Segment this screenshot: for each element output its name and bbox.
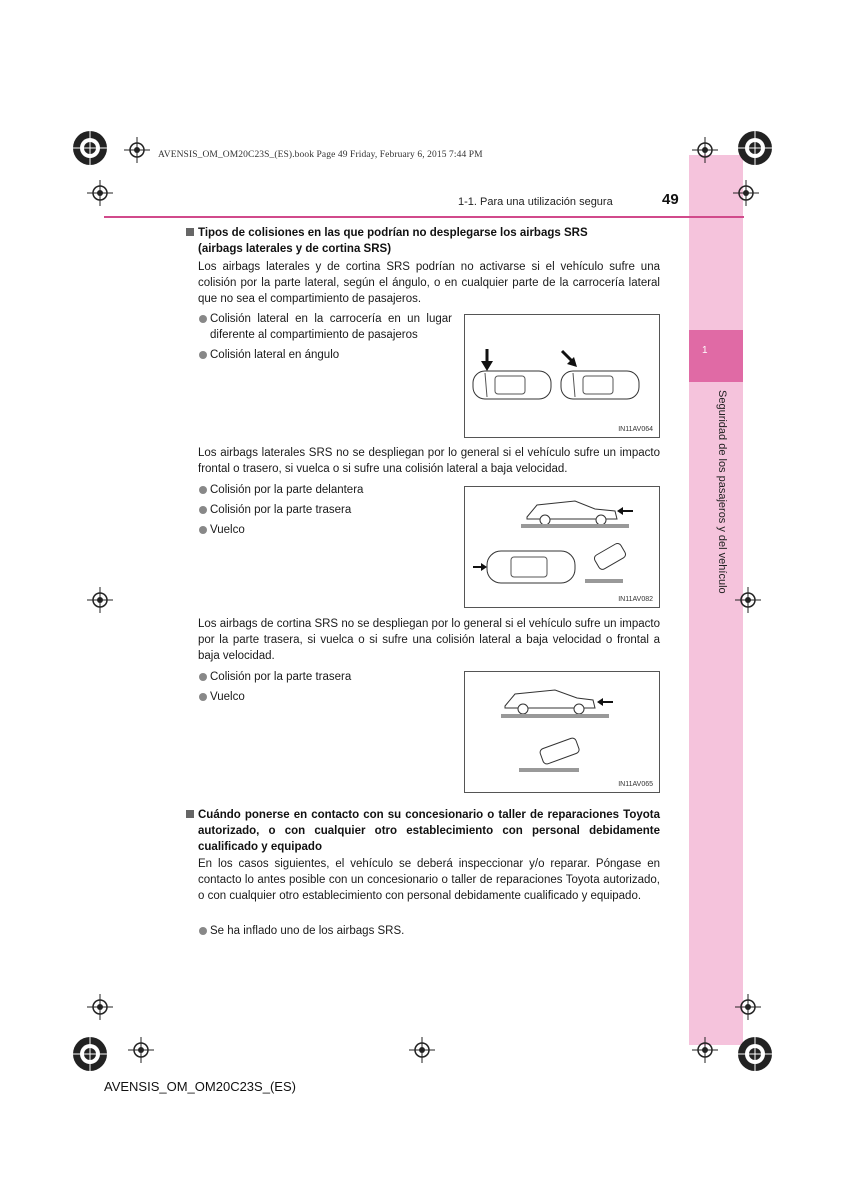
bullet-text: Colisión por la parte delantera (210, 484, 364, 496)
section-title: 1-1. Para una utilización segura (458, 196, 613, 208)
bullet-item (210, 502, 351, 518)
chapter-number: 1 (702, 345, 708, 356)
figure-side-collision (464, 314, 660, 438)
crosshair-icon (128, 1037, 154, 1063)
crosshair-icon (735, 587, 761, 613)
header-rule (104, 216, 744, 218)
figure-code: IN11AV064 (618, 426, 653, 433)
crosshair-icon (735, 994, 761, 1020)
registration-starburst-icon (735, 128, 775, 168)
chapter-tab (689, 330, 743, 382)
bullet-item (210, 311, 452, 343)
crosshair-icon (87, 587, 113, 613)
crosshair-icon (124, 137, 150, 163)
paragraph: Los airbags de cortina SRS no se despliegan por lo general si el vehículo sufre un impacto por la parte trasera, si vuelca o si sufre una colisión lateral a baja velocidad o frontal a baja velocidad. (198, 618, 660, 662)
bullet-icon (199, 506, 207, 514)
paragraph: Los airbags laterales y de cortina SRS podrían no activarse si el vehículo sufre una colisión por la parte lateral, según el ángulo, o en cualquier parte de la carrocería lateral que no sea el compartimiento de pasajeros. (198, 261, 660, 305)
crosshair-icon (87, 180, 113, 206)
crosshair-icon (692, 137, 718, 163)
bullet-item (210, 669, 351, 685)
figure-rear-rollover (464, 671, 660, 793)
crosshair-icon (87, 994, 113, 1020)
bullet-text: Vuelco (210, 524, 245, 536)
car-collision-illustration (465, 487, 659, 597)
bullet-text: Colisión lateral en la carrocería en un lugar diferente al compartimiento de pasajeros (210, 313, 452, 341)
document-footer: AVENSIS_OM_OM20C23S_(ES) (104, 1079, 296, 1094)
registration-starburst-icon (70, 128, 110, 168)
paragraph: Los airbags laterales SRS no se despliegan por lo general si el vehículo sufre un impacto frontal o trasero, si vuelca o si sufre una colisión lateral a baja velocidad. (198, 447, 660, 475)
registration-starburst-icon (735, 1034, 775, 1074)
crosshair-icon (692, 1037, 718, 1063)
bullet-icon (199, 351, 207, 359)
paragraph: En los casos siguientes, el vehículo se deberá inspeccionar y/o reparar. Póngase en contacto lo antes posible con un concesionario o taller de reparaciones Toyota autorizado, o con cualquier otro establecimiento con personal debidamente cualificado y equipado. (198, 858, 660, 902)
bullet-icon (199, 526, 207, 534)
bullet-item (210, 482, 363, 498)
bullet-item (210, 689, 245, 705)
bullet-icon (199, 486, 207, 494)
bullet-icon (199, 673, 207, 681)
figure-front-rear-rollover (464, 486, 660, 608)
chapter-title: Seguridad de los pasajeros y del vehículo (716, 390, 728, 594)
bullet-text: Vuelco (210, 691, 245, 703)
bullet-text: Colisión por la parte trasera (210, 671, 352, 683)
figure-code: IN11AV065 (618, 781, 653, 788)
bullet-text: Colisión lateral en ángulo (210, 349, 340, 361)
bullet-icon (199, 693, 207, 701)
bullet-text: Colisión por la parte trasera (210, 504, 352, 516)
section-heading (198, 807, 660, 855)
heading-line: (airbags laterales y de cortina SRS) (198, 243, 392, 255)
figure-code: IN11AV082 (618, 596, 653, 603)
car-collision-illustration (465, 672, 659, 782)
car-top-view-illustration (465, 315, 659, 425)
heading-line: Tipos de colisiones en las que podrían no desplegarse los airbags SRS (198, 227, 588, 239)
bullet-icon (199, 927, 207, 935)
section-heading (198, 225, 660, 257)
page-number: 49 (662, 191, 679, 208)
bullet-text: Se ha inflado uno de los airbags SRS. (210, 925, 405, 937)
crosshair-icon (409, 1037, 435, 1063)
heading-square-icon (186, 228, 194, 236)
bullet-item (210, 347, 452, 363)
bullet-item (210, 522, 245, 538)
print-info-line: AVENSIS_OM_OM20C23S_(ES).book Page 49 Friday, February 6, 2015 7:44 PM (158, 150, 483, 160)
heading-text: Cuándo ponerse en contacto con su concesionario o taller de reparaciones Toyota autorizado, o con cualquier otro establecimiento con personal debidamente cualificado y equipado (198, 809, 660, 853)
bullet-item (210, 923, 404, 939)
bullet-icon (199, 315, 207, 323)
heading-square-icon (186, 810, 194, 818)
crosshair-icon (733, 180, 759, 206)
registration-starburst-icon (70, 1034, 110, 1074)
